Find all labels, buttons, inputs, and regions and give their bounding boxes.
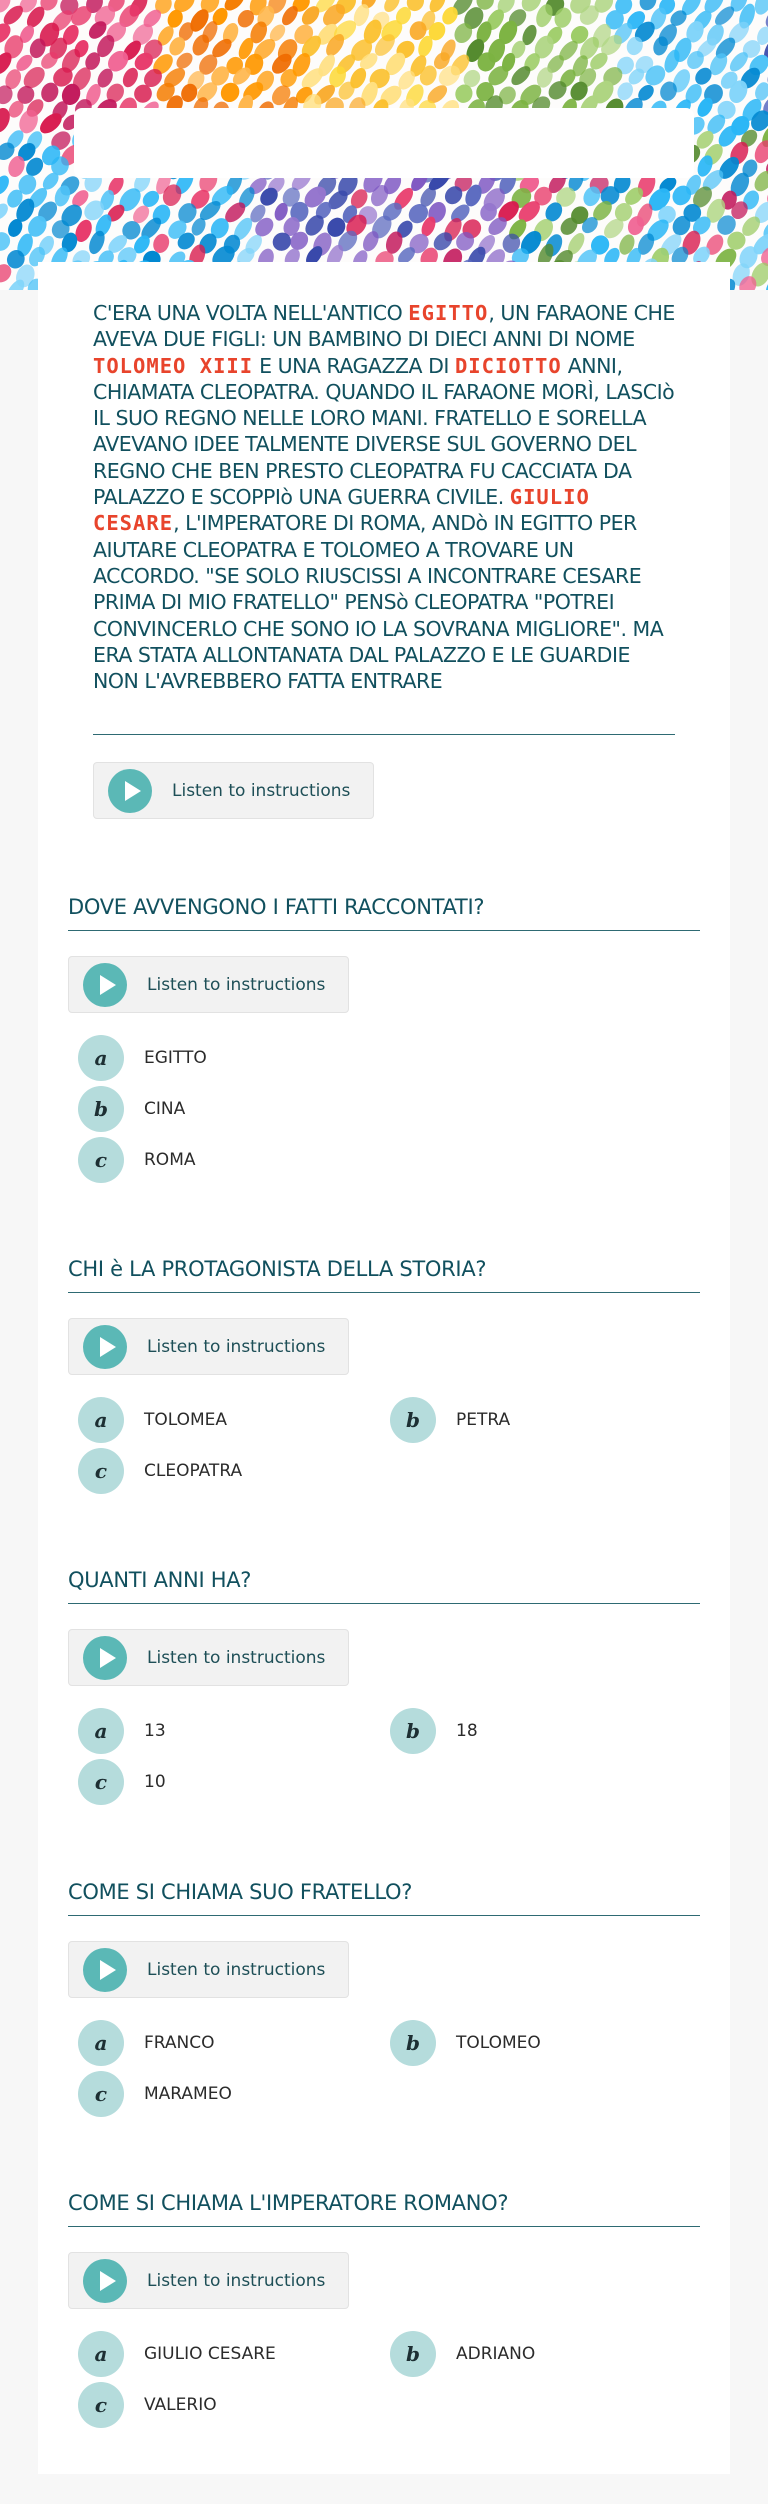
- listen-instructions-button[interactable]: [68, 1629, 349, 1686]
- question-title: CHI è LA PROTAGONISTA DELLA STORIA?: [68, 1257, 487, 1281]
- option-text: CINA: [144, 1099, 186, 1119]
- option-letter-badge: c: [78, 2071, 124, 2117]
- listen-label: Listen to instructions: [147, 1647, 326, 1668]
- question-divider: [68, 1292, 700, 1293]
- listen-instructions-button-story[interactable]: [93, 762, 374, 819]
- play-icon: [83, 1948, 127, 1992]
- option-letter-badge: a: [78, 2331, 124, 2377]
- answer-option-b[interactable]: [390, 2020, 541, 2066]
- option-text: VALERIO: [144, 2395, 217, 2415]
- option-letter-badge: b: [390, 2331, 436, 2377]
- listen-label: Listen to instructions: [172, 780, 351, 801]
- question-divider: [68, 1603, 700, 1604]
- listen-instructions-button[interactable]: [68, 1941, 349, 1998]
- story-segment: C'ERA UNA VOLTA NELL'ANTICO: [93, 301, 409, 325]
- option-text: CLEOPATRA: [144, 1461, 243, 1481]
- story-segment: ANNI, CHIAMATA CLEOPATRA. QUANDO IL FARAONE MORÌ, LASCIò IL SUO REGNO NELLE LORO MANI. FRATELLO E SORELLA AVEVANO IDEE TALMENTE DIVERSE SUL GOVERNO DEL REGNO CHE BEN PRESTO CLEOPATRA FU CACCIATA DA PALAZZO E SCOPPIò UNA GUERRA CIVILE.: [93, 353, 675, 510]
- option-text: 10: [144, 1772, 166, 1792]
- answer-option-c[interactable]: [78, 1448, 242, 1494]
- question-divider: [68, 2226, 700, 2227]
- listen-instructions-button[interactable]: [68, 2252, 349, 2309]
- listen-instructions-button[interactable]: [68, 1318, 349, 1375]
- play-icon: [83, 1636, 127, 1680]
- option-letter-badge: a: [78, 1035, 124, 1081]
- option-text: TOLOMEO: [456, 2033, 541, 2053]
- option-text: ROMA: [144, 1150, 196, 1170]
- option-letter-badge: a: [78, 2020, 124, 2066]
- option-text: GIULIO CESARE: [144, 2344, 276, 2364]
- question-divider: [68, 930, 700, 931]
- option-letter-badge: a: [78, 1397, 124, 1443]
- option-text: 13: [144, 1721, 166, 1741]
- option-letter-badge: c: [78, 1137, 124, 1183]
- option-letter-badge: c: [78, 1448, 124, 1494]
- question-title: COME SI CHIAMA SUO FRATELLO?: [68, 1880, 413, 1904]
- story-highlight: EGITTO: [408, 301, 489, 325]
- option-letter-badge: b: [390, 1397, 436, 1443]
- answer-option-a[interactable]: [78, 1035, 207, 1081]
- option-text: FRANCO: [144, 2033, 215, 2053]
- option-text: MARAMEO: [144, 2084, 232, 2104]
- option-letter-badge: c: [78, 1759, 124, 1805]
- question-title: QUANTI ANNI HA?: [68, 1568, 252, 1592]
- story-highlight: GIULIO CESARE: [93, 485, 590, 536]
- play-icon: [83, 1325, 127, 1369]
- listen-label: Listen to instructions: [147, 2270, 326, 2291]
- answer-option-a[interactable]: [78, 2331, 276, 2377]
- answer-option-c[interactable]: [78, 2071, 232, 2117]
- answer-option-b[interactable]: [78, 1086, 185, 1132]
- play-icon: [83, 963, 127, 1007]
- option-letter-badge: b: [390, 2020, 436, 2066]
- story-highlight: TOLOMEO XIII: [93, 353, 254, 378]
- answer-option-c[interactable]: [78, 1137, 196, 1183]
- answer-option-b[interactable]: [390, 2331, 535, 2377]
- option-letter-badge: a: [78, 1708, 124, 1754]
- option-letter-badge: b: [78, 1086, 124, 1132]
- play-icon: [83, 2259, 127, 2303]
- story-segment: , L'IMPERATORE DI ROMA, ANDò IN EGITTO PER AIUTARE CLEOPATRA E TOLOMEO A TROVARE UN ACCORDO. "SE SOLO RIUSCISSI A INCONTRARE CESARE PRIMA DI MIO FRATELLO" PENSò CLEOPATRA "POTREI CONVINCERLO CHE SONO IO LA SOVRANA MIGLIORE". MA ERA STATA ALLONTANATA DAL PALAZZO E LE GUARDIE NON L'AVREBBERO FATTA ENTRARE: [93, 511, 664, 694]
- story-highlight: DICIOTTO: [454, 353, 562, 378]
- option-text: TOLOMEA: [144, 1410, 228, 1430]
- question-title: DOVE AVVENGONO I FATTI RACCONTATI?: [68, 895, 485, 919]
- option-text: 18: [456, 1721, 478, 1741]
- answer-option-a[interactable]: [78, 1708, 166, 1754]
- option-letter-badge: b: [390, 1708, 436, 1754]
- play-icon: [108, 769, 152, 813]
- answer-option-c[interactable]: [78, 1759, 166, 1805]
- option-text: ADRIANO: [456, 2344, 536, 2364]
- answer-option-a[interactable]: [78, 1397, 227, 1443]
- listen-label: Listen to instructions: [147, 1959, 326, 1980]
- story-text: [93, 300, 677, 694]
- story-segment: , UN FARAONE CHE AVEVA DUE FIGLI: UN BAMBINO DI DIECI ANNI DI NOME: [93, 301, 675, 352]
- listen-label: Listen to instructions: [147, 974, 326, 995]
- listen-label: Listen to instructions: [147, 1336, 326, 1357]
- option-letter-badge: c: [78, 2382, 124, 2428]
- title-box: [74, 108, 694, 178]
- answer-option-c[interactable]: [78, 2382, 217, 2428]
- listen-instructions-button[interactable]: [68, 956, 349, 1013]
- question-divider: [68, 1915, 700, 1916]
- option-text: EGITTO: [144, 1048, 207, 1068]
- answer-option-b[interactable]: [390, 1397, 510, 1443]
- question-title: COME SI CHIAMA L'IMPERATORE ROMANO?: [68, 2191, 509, 2215]
- story-divider: [93, 734, 675, 735]
- story-segment: E UNA RAGAZZA DI: [253, 353, 455, 378]
- answer-option-b[interactable]: [390, 1708, 478, 1754]
- option-text: PETRA: [456, 1410, 511, 1430]
- answer-option-a[interactable]: [78, 2020, 215, 2066]
